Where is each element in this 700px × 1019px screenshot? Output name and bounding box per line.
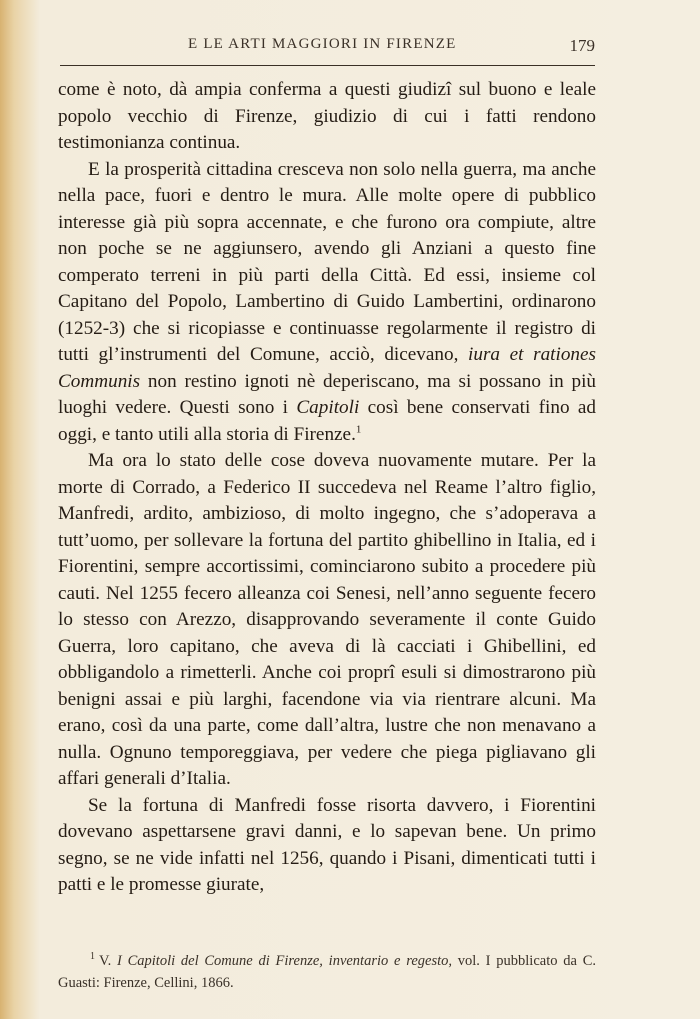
paragraph-fortuna: Se la fortuna di Manfredi fosse risorta davvero, i Fiorentini dovevano aspettarsene gravi danni, e lo sapevan bene. Un primo segno, se ne vide infatti nel 1256, quando i Pisani, dimenticati tutti i patti e le promesse giurate, [58, 794, 596, 895]
paragraph-text: non restino ignoti nè deperiscano, ma si possano in più luoghi vedere. Questi sono i [58, 370, 596, 418]
paragraph-text: così bene conservati fino ad oggi, e tanto utili alla storia di Firenze. [58, 397, 597, 445]
header-rule [60, 65, 595, 66]
page-number: 179 [569, 36, 595, 55]
body-text [58, 77, 596, 899]
footnote-title: I Capitoli del Comune di Firenze, inventario e regesto, [117, 953, 452, 969]
running-head: E LE ARTI MAGGIORI IN FIRENZE [188, 36, 457, 52]
footnote [58, 950, 596, 994]
footnote-lead: V. [99, 953, 112, 969]
paragraph-text: E la prosperità cittadina cresceva non solo nella guerra, ma anche nella pace, fuori e dentro le mura. Alle molte opere di pubblico interesse già più sopra accennate, e che furono ora compiute, altre non poche se ne aggiunsero, avendo gli Anziani a questo fine comperato terreni in più parti della Città. Ed essi, insieme col Capitano del Popolo, Lambertino di Guido Lambertini, ordinarono (1252-3) che si ricopiasse e continuasse regolarmente il registro di tutti gl’instrumenti del Comune, acciò, dicevano, [58, 158, 596, 365]
latin-phrase: iura et rationes Communis [58, 344, 597, 392]
footnote-text: vol. I pubblicato da C. Guasti: Firenze, Cellini, 1866. [58, 953, 596, 991]
paragraph-continued: come è noto, dà ampia conferma a questi giudizî sul buono e leale popolo vecchio di Firenze, giudizio di cui i fatti rendono testimonianza continua. [58, 79, 596, 153]
paragraph-manfredi: Ma ora lo stato delle cose doveva nuovamente mutare. Per la morte di Corrado, a Federico II succedeva nel Reame l’altro figlio, Manfredi, ardito, ambizioso, di molto ingegno, che s’adoperava a tutt’uomo, per sollevare la fortuna del partito ghibellino in Italia, ed i Fiorentini, sempre accortissimi, cominciarono subito a procedere più cauti. Nel 1255 fecero alleanza coi Senesi, nell’anno seguente fecero lo stesso con Arezzo, disapprovando severamente il conte Guido Guerra, loro capitano, che aveva di là cacciati i Ghibellini, ed obbligandolo a rimetterli. Anche coi proprî esuli si dimostrarono più benigni assai e più larghi, facendone via via rientrare alcuni. Ma erano, così da una parte, come dall’altra, lustre che non menavano a nulla. Ognuno temporeggiava, per vedere che piega pigliavano gli affari generali d’Italia. [58, 450, 596, 789]
page-header [60, 36, 595, 58]
paragraph-prosperity [58, 157, 596, 449]
footnote-number: 1 [90, 951, 95, 963]
footnote-reference[interactable]: 1 [355, 423, 362, 436]
capitoli-title: Capitoli [296, 397, 360, 418]
